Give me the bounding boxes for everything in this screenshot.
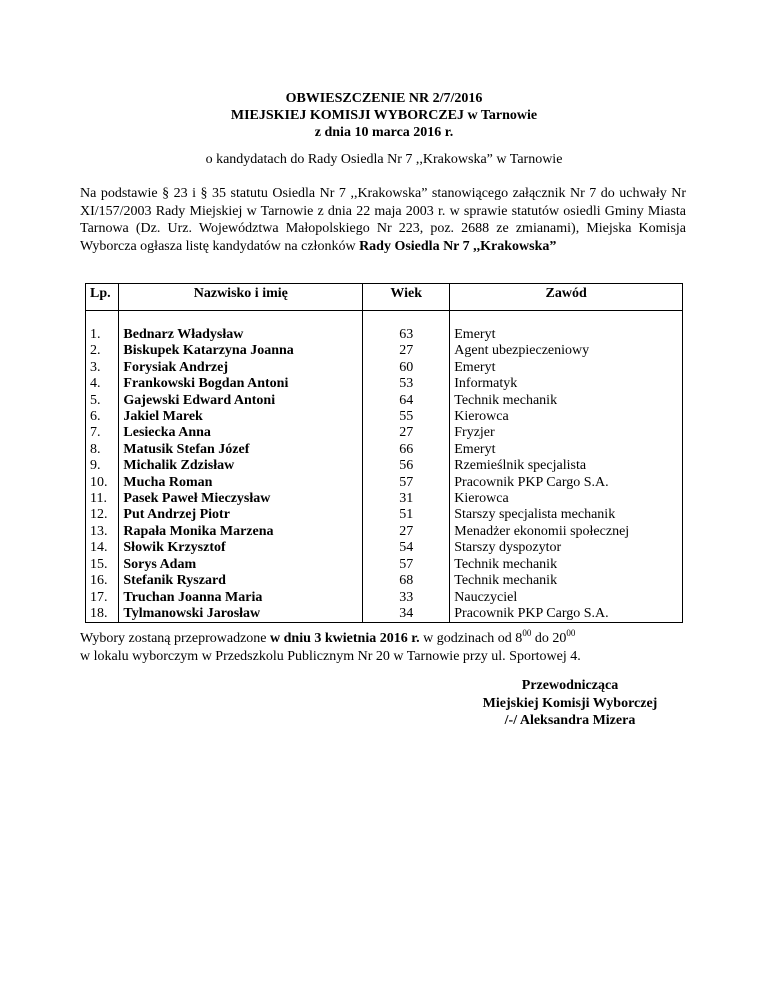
cell-age: 53 (363, 376, 450, 392)
cell-job: Agent ubezpieczeniowy (450, 343, 683, 359)
cell-name: Gajewski Edward Antoni (119, 393, 363, 409)
cell-job: Fryzjer (450, 425, 683, 441)
intro-paragraph (80, 185, 686, 255)
signature-body: Miejskiej Komisji Wyborczej (482, 695, 658, 711)
cell-lp: 14. (86, 540, 119, 556)
cell-lp: 9. (86, 458, 119, 474)
signature-block (470, 677, 670, 730)
table-row (86, 540, 683, 556)
cell-lp: 6. (86, 409, 119, 425)
table-row (86, 376, 683, 392)
cell-job: Starszy specjalista mechanik (450, 507, 683, 523)
cell-lp: 2. (86, 343, 119, 359)
cell-lp: 17. (86, 590, 119, 606)
cell-age: 27 (363, 343, 450, 359)
cell-job: Nauczyciel (450, 590, 683, 606)
cell-name: Biskupek Katarzyna Joanna (119, 343, 363, 359)
cell-name: Mucha Roman (119, 475, 363, 491)
cell-job: Informatyk (450, 376, 683, 392)
cell-age: 56 (363, 458, 450, 474)
table-row (86, 425, 683, 441)
header-age: Wiek (363, 284, 450, 311)
cell-lp: 5. (86, 393, 119, 409)
cell-job: Kierowca (450, 491, 683, 507)
header-name: Nazwisko i imię (119, 284, 363, 311)
cell-age: 31 (363, 491, 450, 507)
cell-lp: 13. (86, 524, 119, 540)
cell-job: Starszy dyspozytor (450, 540, 683, 556)
cell-name: Matusik Stefan Józef (119, 442, 363, 458)
table-row (86, 343, 683, 359)
intro-text: Na podstawie § 23 i § 35 statutu Osiedla Nr 7 ,,Krakowska” stanowiącego załącznik Nr 7 do uchwały Nr XI/157/2003 Rady Miejskiej w Tarnowie z dnia 22 maja 2003 r. w sprawie statutów osiedli Gminy Miasta Tarnowa (Dz. Urz. Województwa Małopolskiego Nr 223, poz. 2688 ze zmianami), Miejska Komisja Wyborcza ogłasza listę kandydatów na członków (80, 186, 686, 254)
cell-age: 57 (363, 475, 450, 491)
table-header-row (86, 284, 683, 311)
header-commission: MIEJSKIEJ KOMISJI WYBORCZEJ w Tarnowie (230, 108, 538, 123)
cell-lp: 10. (86, 475, 119, 491)
cell-age: 66 (363, 442, 450, 458)
cell-name: Truchan Joanna Maria (119, 590, 363, 606)
cell-age: 33 (363, 590, 450, 606)
cell-lp: 1. (86, 327, 119, 343)
cell-age: 57 (363, 557, 450, 573)
document-header (0, 90, 768, 141)
header-lp: Lp. (86, 284, 119, 311)
cell-age: 63 (363, 327, 450, 343)
cell-name: Słowik Krzysztof (119, 540, 363, 556)
cell-lp: 3. (86, 360, 119, 376)
table-row (86, 442, 683, 458)
cell-lp: 8. (86, 442, 119, 458)
cell-name: Stefanik Ryszard (119, 573, 363, 589)
election-text-3: do 20 (531, 631, 567, 646)
cell-age: 54 (363, 540, 450, 556)
table-row (86, 573, 683, 589)
signature-role: Przewodnicząca (521, 678, 619, 693)
cell-job: Technik mechanik (450, 573, 683, 589)
signature-name: /-/ Aleksandra Mizera (504, 713, 636, 728)
election-text-1: Wybory zostaną przeprowadzone (80, 631, 271, 646)
cell-job: Menadżer ekonomii społecznej (450, 524, 683, 540)
cell-age: 60 (363, 360, 450, 376)
table-row (86, 491, 683, 507)
table-row (86, 557, 683, 573)
cell-age: 51 (363, 507, 450, 523)
cell-lp: 11. (86, 491, 119, 507)
cell-lp: 12. (86, 507, 119, 523)
header-title: OBWIESZCZENIE NR 2/7/2016 (285, 91, 483, 106)
table-row (86, 458, 683, 474)
hour-end-minutes: 00 (566, 628, 576, 638)
cell-lp: 18. (86, 606, 119, 623)
cell-job: Pracownik PKP Cargo S.A. (450, 606, 683, 623)
document-subtitle: o kandydatach do Rady Osiedla Nr 7 ,,Krakowska” w Tarnowie (205, 152, 563, 167)
cell-lp: 7. (86, 425, 119, 441)
header-date: z dnia 10 marca 2016 r. (314, 125, 454, 140)
header-job: Zawód (450, 284, 683, 311)
cell-job: Kierowca (450, 409, 683, 425)
table-row (86, 327, 683, 343)
cell-name: Jakiel Marek (119, 409, 363, 425)
cell-age: 64 (363, 393, 450, 409)
cell-lp: 4. (86, 376, 119, 392)
cell-name: Lesiecka Anna (119, 425, 363, 441)
hour-start-minutes: 00 (522, 628, 532, 638)
cell-name: Frankowski Bogdan Antoni (119, 376, 363, 392)
cell-name: Pasek Paweł Mieczysław (119, 491, 363, 507)
election-info (80, 630, 686, 666)
cell-name: Bednarz Władysław (119, 327, 363, 343)
cell-age: 27 (363, 425, 450, 441)
cell-age: 55 (363, 409, 450, 425)
cell-age: 68 (363, 573, 450, 589)
candidates-table (85, 283, 683, 623)
intro-bold: Rady Osiedla Nr 7 ,,Krakowska” (359, 238, 557, 254)
table-row (86, 524, 683, 540)
table-row (86, 606, 683, 623)
cell-job: Pracownik PKP Cargo S.A. (450, 475, 683, 491)
cell-name: Sorys Adam (119, 557, 363, 573)
cell-age: 34 (363, 606, 450, 623)
cell-job: Emeryt (450, 442, 683, 458)
cell-lp: 15. (86, 557, 119, 573)
cell-job: Emeryt (450, 327, 683, 343)
table-row (86, 409, 683, 425)
cell-age: 27 (363, 524, 450, 540)
cell-name: Rapała Monika Marzena (119, 524, 363, 540)
election-text-2: w godzinach od 8 (419, 631, 523, 646)
election-location: w lokalu wyborczym w Przedszkolu Publicznym Nr 20 w Tarnowie przy ul. Sportowej 4. (80, 649, 581, 664)
table-row (86, 507, 683, 523)
cell-lp: 16. (86, 573, 119, 589)
cell-name: Put Andrzej Piotr (119, 507, 363, 523)
table-spacer-row (86, 311, 683, 328)
table-row (86, 475, 683, 491)
election-date: w dniu 3 kwietnia 2016 r. (270, 631, 420, 646)
cell-job: Technik mechanik (450, 393, 683, 409)
cell-job: Technik mechanik (450, 557, 683, 573)
cell-name: Michalik Zdzisław (119, 458, 363, 474)
cell-name: Forysiak Andrzej (119, 360, 363, 376)
table-row (86, 393, 683, 409)
cell-name: Tylmanowski Jarosław (119, 606, 363, 623)
cell-job: Emeryt (450, 360, 683, 376)
cell-job: Rzemieślnik specjalista (450, 458, 683, 474)
table-row (86, 590, 683, 606)
table-row (86, 360, 683, 376)
